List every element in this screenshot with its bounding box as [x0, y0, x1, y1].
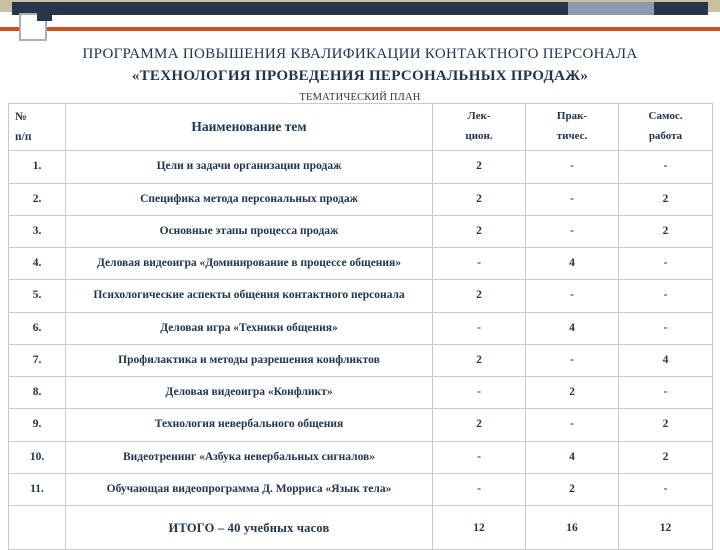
cell-lecture: 12: [433, 506, 526, 550]
thematic-plan-table: [8, 103, 713, 550]
cell-lecture: 2: [433, 344, 526, 376]
cell-num: 9.: [9, 409, 66, 441]
cell-name: Специфика метода персональных продаж: [66, 183, 433, 215]
cell-lecture: -: [433, 441, 526, 473]
cell-self: 4: [619, 344, 713, 376]
cell-name: Видеотренинг «Азбука невербальных сигналов»: [66, 441, 433, 473]
table-row: [9, 441, 713, 473]
table-row: [9, 344, 713, 376]
cell-practice: -: [526, 409, 619, 441]
top-bar-light-segment: [568, 2, 654, 15]
cell-self: -: [619, 248, 713, 280]
cell-name: Основные этапы процесса продаж: [66, 215, 433, 247]
cell-practice: 4: [526, 312, 619, 344]
table-total-row: [9, 506, 713, 550]
slide-title-line2: «ТЕХНОЛОГИЯ ПРОВЕДЕНИЯ ПЕРСОНАЛЬНЫХ ПРОДАЖ»: [131, 68, 589, 84]
cell-name: Технология невербального общения: [66, 409, 433, 441]
cell-practice: -: [526, 183, 619, 215]
header-self-line1: Самос.: [648, 110, 683, 123]
cell-lecture: -: [433, 377, 526, 409]
table-row: [9, 409, 713, 441]
cell-practice: 16: [526, 506, 619, 550]
cell-name: Деловая видеоигра «Доминирование в процессе общения»: [66, 248, 433, 280]
cell-practice: -: [526, 280, 619, 312]
title-block: [30, 46, 690, 103]
header-practice-line2: тичес.: [556, 130, 588, 143]
header-practice-line1: Прак-: [556, 110, 588, 123]
cell-num: 10.: [9, 441, 66, 473]
cell-name: Профилактика и методы разрешения конфликтов: [66, 344, 433, 376]
header-lecture-line2: цион.: [465, 130, 493, 143]
table-header-row: [9, 104, 713, 151]
table-row: [9, 151, 713, 183]
cell-lecture: 2: [433, 215, 526, 247]
cell-self: 2: [619, 215, 713, 247]
cell-self: -: [619, 151, 713, 183]
cell-lecture: 2: [433, 183, 526, 215]
cell-num: 4.: [9, 248, 66, 280]
header-practice: [526, 104, 619, 151]
header-self-line2: работа: [648, 130, 683, 143]
cell-practice: -: [526, 151, 619, 183]
table-row: [9, 473, 713, 505]
cell-self: -: [619, 377, 713, 409]
table-row: [9, 377, 713, 409]
header-self: [619, 104, 713, 151]
cell-lecture: -: [433, 312, 526, 344]
cell-self: -: [619, 280, 713, 312]
table-row: [9, 312, 713, 344]
cell-num: 11.: [9, 473, 66, 505]
cell-self: 12: [619, 506, 713, 550]
cell-num: 8.: [9, 377, 66, 409]
table-row: [9, 215, 713, 247]
accent-line: [0, 27, 720, 31]
slide-title-line1: ПРОГРАММА ПОВЫШЕНИЯ КВАЛИФИКАЦИИ КОНТАКТНОГО ПЕРСОНАЛА: [82, 46, 638, 62]
cell-name: Деловая игра «Техники общения»: [66, 312, 433, 344]
cell-lecture: -: [433, 473, 526, 505]
table-row: [9, 248, 713, 280]
cell-lecture: -: [433, 248, 526, 280]
top-bar: [12, 2, 708, 15]
cell-num: 5.: [9, 280, 66, 312]
cell-lecture: 2: [433, 151, 526, 183]
cell-practice: -: [526, 344, 619, 376]
cell-num: 6.: [9, 312, 66, 344]
cell-self: -: [619, 473, 713, 505]
cell-self: 2: [619, 409, 713, 441]
header-lecture: [433, 104, 526, 151]
cell-name: ИТОГО – 40 учебных часов: [66, 506, 433, 550]
cell-name: Психологические аспекты общения контактного персонала: [66, 280, 433, 312]
header-name: Наименование тем: [66, 104, 433, 151]
cell-practice: 4: [526, 441, 619, 473]
deco-solid-square-icon: [37, 6, 52, 21]
cell-num: 3.: [9, 215, 66, 247]
cell-practice: 4: [526, 248, 619, 280]
cell-self: -: [619, 312, 713, 344]
cell-name: Цели и задачи организации продаж: [66, 151, 433, 183]
cell-lecture: 2: [433, 280, 526, 312]
header-lecture-line1: Лек-: [467, 110, 491, 123]
cell-practice: 2: [526, 473, 619, 505]
cell-name: Деловая видеоигра «Конфликт»: [66, 377, 433, 409]
cell-num: [9, 506, 66, 550]
cell-practice: 2: [526, 377, 619, 409]
header-num: [9, 104, 66, 151]
cell-num: 7.: [9, 344, 66, 376]
table-row: [9, 280, 713, 312]
slide-subtitle: ТЕМАТИЧЕСКИЙ ПЛАН: [299, 92, 421, 103]
cell-num: 2.: [9, 183, 66, 215]
table-row: [9, 183, 713, 215]
cell-self: 2: [619, 183, 713, 215]
table-body: [9, 151, 713, 550]
header-num-line1: №: [15, 111, 27, 123]
cell-self: 2: [619, 441, 713, 473]
header-num-line2: п/п: [15, 131, 32, 144]
cell-num: 1.: [9, 151, 66, 183]
cell-lecture: 2: [433, 409, 526, 441]
cell-practice: -: [526, 215, 619, 247]
cell-name: Обучающая видеопрограмма Д. Морриса «Язык тела»: [66, 473, 433, 505]
